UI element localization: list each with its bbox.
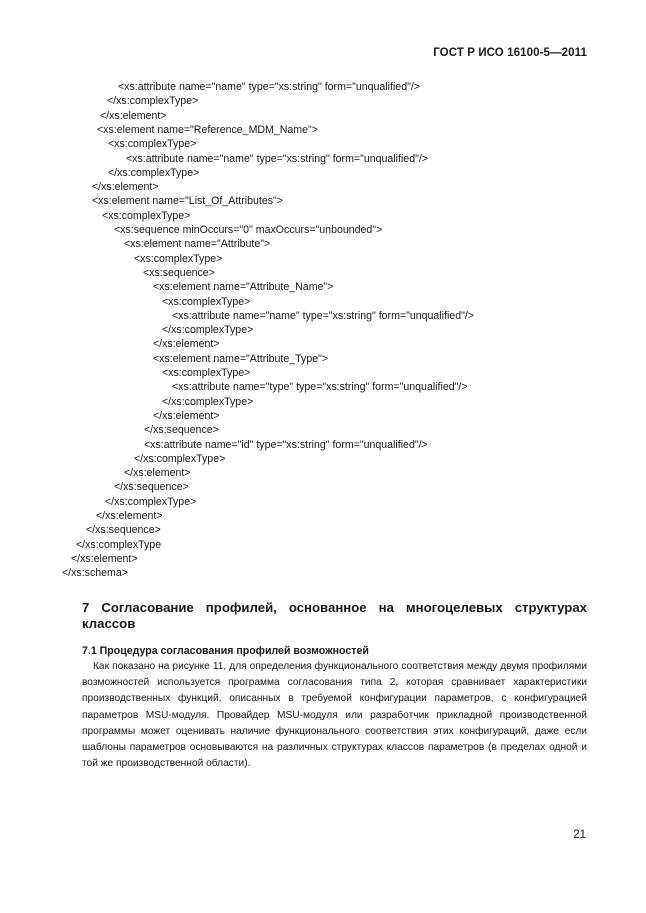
code-line: <xs:attribute name="name" type="xs:string" form="unqualified"/>	[126, 152, 428, 165]
code-line: <xs:attribute name="name" type="xs:string" form="unqualified"/>	[118, 81, 420, 93]
code-line: </xs:complexType>	[162, 395, 254, 408]
code-line: </xs:sequence>	[86, 524, 161, 537]
code-line: </xs:element>	[100, 109, 167, 122]
code-line: </xs:element>	[71, 552, 138, 565]
section-heading: 7 Согласование профилей, основанное на многоцелевых структурах классов	[82, 600, 587, 631]
code-line: <xs:attribute name="id" type="xs:string" form="unqualified"/>	[144, 438, 428, 451]
code-line: </xs:complexType>	[162, 324, 254, 337]
code-line: </xs:complexType>	[108, 166, 200, 179]
code-line: </xs:element>	[153, 409, 220, 422]
code-line: <xs:sequence>	[143, 266, 215, 279]
code-line: </xs:sequence>	[114, 481, 189, 494]
page-number: 21	[573, 829, 586, 841]
code-line: </xs:element>	[92, 181, 159, 194]
code-line: <xs:sequence minOccurs="0" maxOccurs="unbounded">	[114, 224, 383, 236]
code-line: </xs:element>	[124, 467, 191, 480]
code-line: <xs:element name="Attribute_Type">	[153, 352, 329, 365]
code-line: <xs:element name="Attribute_Name">	[153, 281, 334, 294]
code-line: </xs:schema>	[62, 567, 128, 580]
code-line: </xs:complexType	[76, 538, 162, 551]
code-line: <xs:complexType>	[162, 367, 251, 379]
code-line: </xs:complexType>	[107, 95, 199, 108]
code-line: </xs:complexType>	[134, 452, 226, 465]
code-line: <xs:element name="List_Of_Attributes">	[92, 195, 283, 208]
code-line: <xs:element name="Reference_MDM_Name">	[97, 123, 318, 136]
code-line: <xs:complexType>	[102, 209, 191, 222]
subsection-heading: 7.1 Процедура согласования профилей возможностей	[82, 645, 369, 657]
code-line: </xs:element>	[96, 510, 163, 522]
code-line: <xs:element name="Attribute">	[124, 238, 271, 251]
document-header: ГОСТ Р ИСО 16100-5—2011	[433, 47, 587, 59]
body-paragraph: Как показано на рисунке 11, для определения функционального соответствия между двумя профилями возможностей используется программа согласования типа 2, которая сравнивает характеристики производственных функций, описанных в требуемой конфигурации параметров, с конфигурацией параметров MSU-модуля. Провайдер MSU-модуля или разработчик прикладной производственной программы может оценивать наличие функционального соответствия этих конфигураций, даже если шаблоны параметров основываются на различных структурах классов параметров (в пределах одной и той же производственной области).	[82, 661, 587, 770]
code-line: </xs:element>	[153, 338, 220, 351]
code-line: <xs:attribute name="name" type="xs:string" form="unqualified"/>	[172, 309, 474, 322]
code-line: </xs:sequence>	[144, 424, 219, 437]
code-line: <xs:complexType>	[108, 138, 197, 151]
code-line: <xs:complexType>	[134, 252, 223, 265]
code-line: <xs:attribute name="type" type="xs:string" form="unqualified"/>	[172, 381, 468, 394]
code-line: </xs:complexType>	[105, 495, 197, 508]
code-line: <xs:complexType>	[162, 295, 251, 308]
